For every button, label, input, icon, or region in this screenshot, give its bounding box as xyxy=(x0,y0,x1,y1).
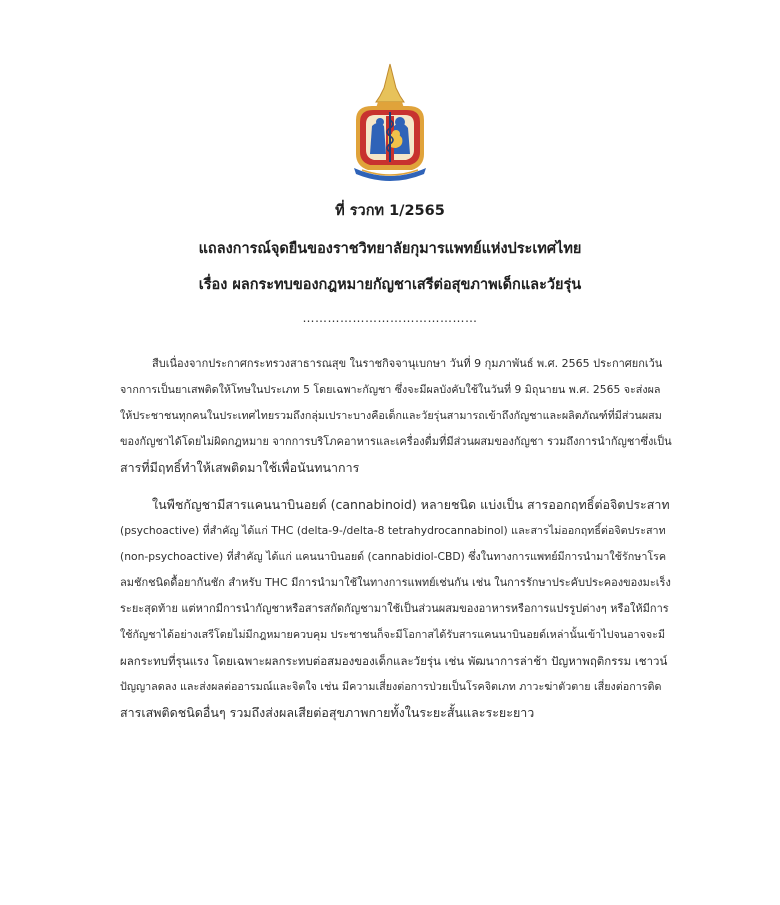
paragraph-line: ลมชักชนิดดื้อยากันชัก สำหรับ THC มีการนำมาใช้ในทางการแพทย์เช่นกัน เช่น ในการรักษาประคับประคองของมะเร็ง xyxy=(120,576,671,589)
statement-title: แถลงการณ์จุดยืนของราชวิทยาลัยกุมารแพทย์แห่งประเทศไทย xyxy=(198,241,582,257)
paragraph-line: สารที่มีฤทธิ์ทำให้เสพติดมาใช้เพื่อนันทนาการ xyxy=(120,460,360,475)
paragraph-line: ในพืชกัญชามีสารแคนนาบินอยด์ (cannabinoid) หลายชนิด แบ่งเป็น สารออกฤทธิ์ต่อจิตประสาท xyxy=(152,497,670,512)
paragraph-1 xyxy=(120,351,672,481)
paragraph-line: ใช้กัญชาได้อย่างเสรีโดยไม่มีกฎหมายควบคุม ประชาชนก็จะมีโอกาสได้รับสารแคนนาบินอยด์เหล่านั้นเข้าไปจนอาจจะมี xyxy=(120,628,666,641)
dotted-divider: …………………………………… xyxy=(302,311,478,325)
paragraph-line: สารเสพติดชนิดอื่นๆ รวมถึงส่งผลเสียต่อสุขภาพกายทั้งในระยะสั้นและระยะยาว xyxy=(120,705,535,720)
paragraph-line: (non-psychoactive) ที่สำคัญ ได้แก่ แคนนาบินอยด์ (cannabidiol-CBD) ซึ่งในทางการแพทย์มีการนำมาใช้รักษาโรค xyxy=(120,550,667,563)
paragraph-line: สืบเนื่องจากประกาศกระทรวงสาธารณสุข ในราชกิจจานุเบกษา วันที่ 9 กุมภาพันธ์ พ.ศ. 2565 ประกาศยกเว้น xyxy=(152,357,663,370)
subject-title: เรื่อง ผลกระทบของกฎหมายกัญชาเสรีต่อสุขภาพเด็กและวัยรุ่น xyxy=(198,277,582,293)
paragraph-line: ให้ประชาชนทุกคนในประเทศไทยรวมถึงกลุ่มเปราะบางคือเด็กและวัยรุ่นสามารถเข้าถึงกัญชาและผลิตภัณฑ์ที่มีส่วนผสม xyxy=(120,409,662,422)
paragraph-line: จากการเป็นยาเสพติดให้โทษในประเภท 5 โดยเฉพาะกัญชา ซึ่งจะมีผลบังคับใช้ในวันที่ 9 มิถุนายน พ.ศ. 2565 จะส่งผล xyxy=(120,383,661,396)
paragraph-line: ระยะสุดท้าย แต่หากมีการนำกัญชาหรือสารสกัดกัญชามาใช้เป็นส่วนผสมของอาหารหรือการแปรรูปต่างๆ หรือให้มีการ xyxy=(120,602,669,615)
paragraph-line: ของกัญชาได้โดยไม่ผิดกฎหมาย จากการบริโภคอาหารและเครื่องดื่มที่มีส่วนผสมของกัญชา รวมถึงการนำกัญชาซึ่งเป็น xyxy=(120,435,672,448)
paragraph-line: ผลกระทบที่รุนแรง โดยเฉพาะผลกระทบต่อสมองของเด็กและวัยรุ่น เช่น พัฒนาการล่าช้า ปัญหาพฤติกรรม เชาวน์ xyxy=(120,654,668,668)
paragraph-2 xyxy=(120,492,672,726)
paragraph-line: ปัญญาลดลง และส่งผลต่ออารมณ์และจิตใจ เช่น มีความเสี่ยงต่อการป่วยเป็นโรคจิตเภท ภาวะฆ่าตัวตาย เสี่ยงต่อการติด xyxy=(120,680,662,693)
royal-college-emblem-icon xyxy=(342,62,438,184)
paragraph-line: (psychoactive) ที่สำคัญ ได้แก่ THC (delta-9-/delta-8 tetrahydrocannabinol) และสารไม่ออกฤทธิ์ต่อจิตประสาท xyxy=(120,524,666,537)
reference-number: ที่ รวกท 1/2565 xyxy=(335,203,445,219)
